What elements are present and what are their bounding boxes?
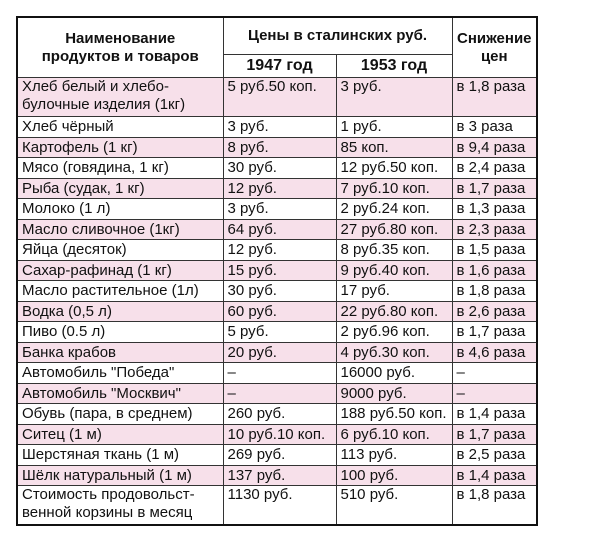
product-name: Масло сливочное (1кг) (17, 219, 223, 240)
price-reduction: в 2,5 раза (452, 445, 537, 466)
price-1953: 17 руб. (336, 281, 452, 302)
price-1947: 15 руб. (223, 260, 336, 281)
price-1953: 3 руб. (336, 78, 452, 117)
price-1953: 85 коп. (336, 137, 452, 158)
header-year-1953: 1953 год (336, 55, 452, 78)
price-reduction: – (452, 363, 537, 384)
price-1953: 7 руб.10 коп. (336, 178, 452, 199)
product-name: Хлеб чёрный (17, 117, 223, 138)
product-name: Картофель (1 кг) (17, 137, 223, 158)
product-name: Водка (0,5 л) (17, 301, 223, 322)
price-1947: 8 руб. (223, 137, 336, 158)
product-name: Хлеб белый и хлебо- булочные изделия (1кг) (17, 78, 223, 117)
price-reduction: в 2,6 раза (452, 301, 537, 322)
price-1947: 3 руб. (223, 117, 336, 138)
price-1953: 100 руб. (336, 465, 452, 486)
price-reduction: в 1,3 раза (452, 199, 537, 220)
header-product: Наименование продуктов и товаров (17, 17, 223, 78)
price-reduction: в 9,4 раза (452, 137, 537, 158)
product-name: Яйца (десяток) (17, 240, 223, 261)
product-name: Банка крабов (17, 342, 223, 363)
price-reduction: в 1,4 раза (452, 465, 537, 486)
price-1953: 510 руб. (336, 486, 452, 526)
price-1947: 5 руб.50 коп. (223, 78, 336, 117)
price-reduction: в 1,8 раза (452, 78, 537, 117)
table-row (17, 363, 537, 384)
header-prices: Цены в сталинских руб. (223, 17, 452, 55)
table-row (17, 158, 537, 179)
price-1947: 269 руб. (223, 445, 336, 466)
price-1953: 22 руб.80 коп. (336, 301, 452, 322)
price-reduction: в 1,6 раза (452, 260, 537, 281)
price-1953: 12 руб.50 коп. (336, 158, 452, 179)
table-row (17, 137, 537, 158)
product-name: Сахар-рафинад (1 кг) (17, 260, 223, 281)
table-row (17, 281, 537, 302)
product-name: Шерстяная ткань (1 м) (17, 445, 223, 466)
price-1953: 4 руб.30 коп. (336, 342, 452, 363)
price-1947: 30 руб. (223, 281, 336, 302)
product-name: Ситец (1 м) (17, 424, 223, 445)
table-row (17, 383, 537, 404)
header-reduction: Снижение цен (452, 17, 537, 78)
price-reduction: в 1,7 раза (452, 322, 537, 343)
table-row (17, 219, 537, 240)
price-1947: 20 руб. (223, 342, 336, 363)
price-1953: 2 руб.96 коп. (336, 322, 452, 343)
price-reduction: – (452, 383, 537, 404)
price-reduction: в 1,7 раза (452, 424, 537, 445)
table-row (17, 486, 537, 526)
product-name: Стоимость продовольст- венной корзины в месяц (17, 486, 223, 526)
price-reduction: в 2,4 раза (452, 158, 537, 179)
price-1953: 9000 руб. (336, 383, 452, 404)
price-1953: 188 руб.50 коп. (336, 404, 452, 425)
price-1947: – (223, 383, 336, 404)
price-1947: 12 руб. (223, 178, 336, 199)
price-1953: 27 руб.80 коп. (336, 219, 452, 240)
table-row (17, 178, 537, 199)
price-reduction: в 3 раза (452, 117, 537, 138)
price-1947: 1130 руб. (223, 486, 336, 526)
table-row (17, 78, 537, 117)
product-name: Пиво (0.5 л) (17, 322, 223, 343)
price-1947: 60 руб. (223, 301, 336, 322)
product-name: Молоко (1 л) (17, 199, 223, 220)
table-row (17, 445, 537, 466)
price-reduction: в 2,3 раза (452, 219, 537, 240)
price-1947: 137 руб. (223, 465, 336, 486)
product-name: Мясо (говядина, 1 кг) (17, 158, 223, 179)
price-1947: 260 руб. (223, 404, 336, 425)
price-reduction: в 4,6 раза (452, 342, 537, 363)
price-reduction: в 1,5 раза (452, 240, 537, 261)
price-1947: 5 руб. (223, 322, 336, 343)
product-name: Рыба (судак, 1 кг) (17, 178, 223, 199)
product-name: Автомобиль "Победа" (17, 363, 223, 384)
table-row (17, 301, 537, 322)
price-1953: 8 руб.35 коп. (336, 240, 452, 261)
price-reduction: в 1,7 раза (452, 178, 537, 199)
product-name: Шёлк натуральный (1 м) (17, 465, 223, 486)
price-1953: 6 руб.10 коп. (336, 424, 452, 445)
product-name: Масло растительное (1л) (17, 281, 223, 302)
price-1947: 12 руб. (223, 240, 336, 261)
price-1953: 1 руб. (336, 117, 452, 138)
price-1953: 113 руб. (336, 445, 452, 466)
price-table (16, 16, 538, 526)
price-1947: 10 руб.10 коп. (223, 424, 336, 445)
table-row (17, 342, 537, 363)
price-1953: 9 руб.40 коп. (336, 260, 452, 281)
table-row (17, 404, 537, 425)
table-row (17, 260, 537, 281)
price-1953: 2 руб.24 коп. (336, 199, 452, 220)
price-1947: 30 руб. (223, 158, 336, 179)
price-reduction: в 1,4 раза (452, 404, 537, 425)
price-reduction: в 1,8 раза (452, 281, 537, 302)
table-row (17, 465, 537, 486)
table-row (17, 117, 537, 138)
header-year-1947: 1947 год (223, 55, 336, 78)
table-row (17, 322, 537, 343)
price-1947: 64 руб. (223, 219, 336, 240)
price-1953: 16000 руб. (336, 363, 452, 384)
table-row (17, 424, 537, 445)
product-name: Обувь (пара, в среднем) (17, 404, 223, 425)
price-1947: – (223, 363, 336, 384)
table-row (17, 199, 537, 220)
table-row (17, 240, 537, 261)
product-name: Автомобиль "Москвич" (17, 383, 223, 404)
price-reduction: в 1,8 раза (452, 486, 537, 526)
price-1947: 3 руб. (223, 199, 336, 220)
